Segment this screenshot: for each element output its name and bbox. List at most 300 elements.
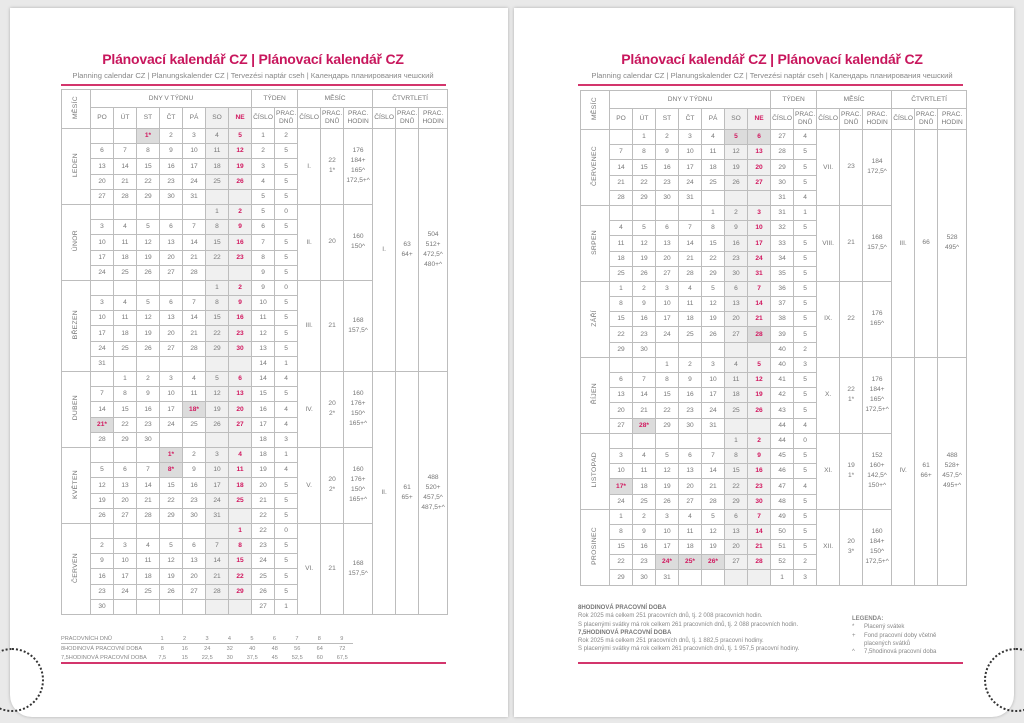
day-cell: 6 (656, 221, 679, 236)
day-cell (229, 356, 252, 371)
conversion-value: 30 (226, 654, 233, 661)
week-number-header: ČÍSLO (252, 108, 275, 129)
day-cell: 6 (725, 509, 748, 524)
days-of-week-header: DNY V TÝDNU (610, 91, 771, 109)
day-cell: 16 (633, 540, 656, 555)
day-cell: 15 (633, 160, 656, 175)
day-cell: 8 (137, 144, 160, 159)
week-number: 3 (252, 159, 275, 174)
week-number: 10 (252, 296, 275, 311)
day-cell: 13 (183, 554, 206, 569)
quarter-workdays-header: PRAC. DNŮ (396, 108, 419, 129)
day-cell: 19 (702, 540, 725, 555)
month-hours: 176 165^ (863, 281, 892, 357)
day-cell: 17 (656, 312, 679, 327)
weekday-header: PÁ (183, 108, 206, 129)
day-cell: 25 (114, 341, 137, 356)
day-cell: 5 (206, 372, 229, 387)
day-cell: 22 (206, 326, 229, 341)
week-workdays: 5 (794, 540, 817, 555)
day-cell: 19 (656, 479, 679, 494)
day-cell: 12 (702, 297, 725, 312)
month-workdays: 22 (840, 281, 863, 357)
week-workdays: 0 (275, 204, 298, 219)
week-workdays: 5 (275, 554, 298, 569)
day-cell: 14 (610, 160, 633, 175)
day-cell (679, 433, 702, 448)
day-cell (610, 205, 633, 220)
day-cell (114, 599, 137, 614)
day-cell: 23 (229, 250, 252, 265)
week-workdays: 5 (794, 494, 817, 509)
day-cell (160, 356, 183, 371)
day-cell: 22 (610, 327, 633, 342)
day-cell: 8 (206, 296, 229, 311)
day-cell: 9 (748, 448, 771, 463)
day-cell: 12 (725, 145, 748, 160)
week-workdays: 5 (275, 311, 298, 326)
day-cell (206, 356, 229, 371)
week-number: 31 (771, 190, 794, 205)
day-cell: 13 (610, 388, 633, 403)
day-cell: 14 (679, 236, 702, 251)
day-cell: 14 (748, 524, 771, 539)
day-cell: 27 (160, 265, 183, 280)
day-cell: 28 (748, 555, 771, 570)
week-number: 11 (252, 311, 275, 326)
day-cell: 1 (656, 357, 679, 372)
day-cell: 5 (137, 296, 160, 311)
day-cell (160, 204, 183, 219)
day-cell (183, 204, 206, 219)
day-cell: 25 (633, 494, 656, 509)
day-cell (610, 357, 633, 372)
week-number: 6 (252, 220, 275, 235)
week-workdays: 5 (275, 174, 298, 189)
weekday-header: ST (137, 108, 160, 129)
day-cell: 30 (748, 494, 771, 509)
day-cell: 15 (206, 311, 229, 326)
day-cell: 22 (114, 417, 137, 432)
month-workdays: 21 (321, 523, 344, 614)
day-cell: 15 (206, 235, 229, 250)
day-cell: 13 (679, 464, 702, 479)
day-cell: 14 (206, 554, 229, 569)
day-cell: 21 (114, 174, 137, 189)
day-cell: 17 (160, 402, 183, 417)
week-number: 2 (252, 144, 275, 159)
day-cell: 1* (137, 129, 160, 144)
day-cell (160, 599, 183, 614)
day-cell: 3 (702, 357, 725, 372)
day-cell: 17 (679, 160, 702, 175)
day-cell: 8 (229, 539, 252, 554)
day-cell: 6 (229, 372, 252, 387)
day-cell: 24 (610, 494, 633, 509)
day-cell: 28 (91, 432, 114, 447)
conversion-value: 4 (227, 635, 232, 642)
day-cell: 12 (748, 373, 771, 388)
month-name: LEDEN (62, 129, 91, 205)
week-number: 43 (771, 403, 794, 418)
day-cell: 24 (748, 251, 771, 266)
month-name: ČERVEN (62, 523, 91, 614)
week-number: 32 (771, 221, 794, 236)
month-group-header: MĚSÍC (817, 91, 892, 109)
week-number: 1 (771, 570, 794, 585)
day-cell: 16 (679, 388, 702, 403)
day-cell: 7 (137, 463, 160, 478)
calendar-table-h1 (61, 89, 448, 615)
quarter-workdays: 63 64+ (396, 129, 419, 372)
day-cell: 4 (725, 357, 748, 372)
day-cell: 12 (206, 387, 229, 402)
week-workdays: 5 (794, 388, 817, 403)
day-cell: 4 (114, 296, 137, 311)
h8-line2: S placenými svátky má rok celkem 261 pracovních dnů, tj. 2 088 pracovních hodin. (578, 621, 799, 628)
week-number: 12 (252, 326, 275, 341)
day-cell (114, 280, 137, 295)
conversion-value: 32 (226, 645, 233, 652)
week-workdays: 5 (794, 281, 817, 296)
day-cell: 26* (702, 555, 725, 570)
day-cell: 28 (748, 327, 771, 342)
week-number: 27 (252, 599, 275, 614)
month-hours-header: PRAC. HODIN (344, 108, 373, 129)
day-cell: 1 (725, 433, 748, 448)
week-number: 40 (771, 342, 794, 357)
month-hours: 168 157,5^ (863, 205, 892, 281)
right-page (514, 8, 1014, 717)
conversion-value: 48 (271, 645, 278, 652)
day-cell: 3 (114, 539, 137, 554)
weekday-header: SO (725, 109, 748, 130)
week-workdays: 5 (794, 221, 817, 236)
day-cell: 6 (748, 130, 771, 145)
day-cell: 3 (183, 129, 206, 144)
month-number: V. (298, 447, 321, 523)
day-cell: 3 (160, 372, 183, 387)
week-workdays: 5 (275, 220, 298, 235)
day-cell: 24 (114, 584, 137, 599)
day-cell: 26 (206, 417, 229, 432)
conversion-value: 22,5 (201, 654, 213, 661)
day-cell: 17 (748, 236, 771, 251)
day-cell: 15 (725, 464, 748, 479)
day-cell: 9 (656, 145, 679, 160)
day-cell: 2 (137, 372, 160, 387)
day-cell: 20 (725, 540, 748, 555)
day-cell: 29 (160, 508, 183, 523)
week-number: 9 (252, 280, 275, 295)
quarter-number-header: ČÍSLO (892, 109, 915, 130)
week-workdays: 3 (275, 432, 298, 447)
week-workdays: 5 (275, 265, 298, 280)
week-number: 38 (771, 312, 794, 327)
day-cell (725, 190, 748, 205)
day-cell: 16 (748, 464, 771, 479)
day-cell: 19 (137, 250, 160, 265)
weekday-header: ČT (160, 108, 183, 129)
month-workdays-header: PRAC. DNŮ (840, 109, 863, 130)
day-cell: 13 (160, 235, 183, 250)
binding-holes (0, 648, 44, 712)
legend-text: 7,5hodinová pracovní doba (864, 649, 937, 656)
month-number-header: ČÍSLO (817, 109, 840, 130)
week-workdays: 5 (275, 189, 298, 204)
month-name: ŘÍJEN (581, 357, 610, 433)
day-cell: 11 (114, 235, 137, 250)
legend-title: LEGENDA: (852, 616, 884, 622)
week-number: 39 (771, 327, 794, 342)
week-number: 1 (252, 129, 275, 144)
day-cell (183, 523, 206, 538)
month-workdays: 20 (321, 204, 344, 280)
week-number: 19 (252, 463, 275, 478)
month-number: III. (298, 280, 321, 371)
week-workdays: 0 (794, 433, 817, 448)
day-cell: 19 (91, 493, 114, 508)
week-workdays: 2 (275, 129, 298, 144)
day-cell: 21 (183, 250, 206, 265)
day-cell: 31 (702, 418, 725, 433)
day-cell: 29 (725, 494, 748, 509)
day-cell: 4 (633, 448, 656, 463)
day-cell: 8 (206, 220, 229, 235)
day-cell (229, 599, 252, 614)
day-cell: 15 (160, 478, 183, 493)
day-cell: 14 (633, 388, 656, 403)
week-header: TÝDEN (771, 91, 817, 109)
week-number: 15 (252, 387, 275, 402)
day-cell: 29 (656, 418, 679, 433)
day-cell: 19 (702, 312, 725, 327)
week-number: 9 (252, 265, 275, 280)
quarter-number: II. (373, 372, 396, 615)
day-cell: 26 (633, 266, 656, 281)
day-cell: 9 (183, 463, 206, 478)
day-cell: 1 (610, 281, 633, 296)
quarter-workdays: 66 (915, 130, 938, 358)
day-cell (137, 280, 160, 295)
week-workdays: 5 (794, 297, 817, 312)
weekday-header: PO (91, 108, 114, 129)
day-cell: 26 (702, 327, 725, 342)
week-row (62, 372, 448, 387)
week-workdays: 5 (794, 175, 817, 190)
day-cell: 26 (137, 265, 160, 280)
day-cell: 23 (679, 403, 702, 418)
day-cell: 26 (137, 341, 160, 356)
week-workdays: 5 (794, 145, 817, 160)
h8-title: 8HODINOVÁ PRACOVNÍ DOBA (578, 605, 667, 611)
day-cell: 10 (656, 297, 679, 312)
h75-title: 7,5HODINOVÁ PRACOVNÍ DOBA (578, 629, 672, 636)
week-number: 20 (252, 478, 275, 493)
month-hours: 160 176+ 150^ 165+^ (344, 447, 373, 523)
day-cell: 4 (679, 281, 702, 296)
quarter-workdays: 61 65+ (396, 372, 419, 615)
month-hours-header: PRAC. HODIN (863, 109, 892, 130)
weekday-header: NE (748, 109, 771, 130)
day-cell: 12 (137, 235, 160, 250)
day-cell: 29 (206, 341, 229, 356)
day-cell (702, 570, 725, 585)
week-workdays: 4 (794, 418, 817, 433)
day-cell: 29 (610, 342, 633, 357)
page-title: Plánovací kalendář CZ | Plánovací kalendář CZ (621, 51, 923, 67)
day-cell: 20 (160, 250, 183, 265)
day-cell: 19 (206, 402, 229, 417)
day-cell (114, 523, 137, 538)
day-cell: 15 (656, 388, 679, 403)
conversion-row (61, 634, 353, 644)
week-workdays: 1 (794, 205, 817, 220)
day-cell: 30 (633, 342, 656, 357)
day-cell (160, 280, 183, 295)
month-hours: 176 184+ 165^ 172,5+^ (344, 129, 373, 205)
day-cell (656, 433, 679, 448)
day-cell: 3 (91, 220, 114, 235)
week-workdays: 5 (794, 403, 817, 418)
day-cell: 16 (137, 402, 160, 417)
day-cell (114, 356, 137, 371)
day-cell: 1 (206, 204, 229, 219)
day-cell (206, 265, 229, 280)
day-cell: 5 (656, 448, 679, 463)
month-workdays: 23 (840, 130, 863, 206)
day-cell: 28 (183, 265, 206, 280)
week-row (581, 130, 967, 145)
day-cell: 17 (91, 250, 114, 265)
day-cell: 26 (748, 403, 771, 418)
conversion-label: PRACOVNÍCH DNŮ (61, 635, 112, 642)
day-cell: 27 (91, 189, 114, 204)
day-cell: 18 (679, 312, 702, 327)
week-workdays: 5 (794, 524, 817, 539)
calendar-table-h2 (580, 90, 967, 586)
h75-line1: Rok 2025 má celkem 251 pracovních dnů, tj. 1 882,5 pracovní hodiny. (578, 638, 764, 645)
conversion-value: 60 (316, 654, 323, 661)
day-cell: 24 (679, 175, 702, 190)
day-cell: 16 (91, 569, 114, 584)
day-cell: 11 (206, 144, 229, 159)
day-cell: 22 (725, 479, 748, 494)
day-cell: 30 (137, 432, 160, 447)
week-number: 18 (252, 432, 275, 447)
week-number: 31 (771, 205, 794, 220)
day-cell: 2 (160, 129, 183, 144)
day-cell: 15 (702, 236, 725, 251)
day-cell: 10 (679, 145, 702, 160)
day-cell (114, 447, 137, 462)
day-cell: 18 (633, 479, 656, 494)
day-cell: 21 (610, 175, 633, 190)
day-cell: 21 (206, 569, 229, 584)
day-cell: 10 (610, 464, 633, 479)
day-cell: 25 (137, 584, 160, 599)
day-cell: 26 (160, 584, 183, 599)
day-cell: 9 (725, 221, 748, 236)
week-number: 34 (771, 251, 794, 266)
month-name: ZÁŘÍ (581, 281, 610, 357)
week-number: 52 (771, 555, 794, 570)
month-hours: 168 157,5^ (344, 523, 373, 614)
day-cell: 15 (229, 554, 252, 569)
day-cell: 10 (206, 463, 229, 478)
month-hours: 152 160+ 142,5^ 150+^ (863, 433, 892, 509)
month-name: SRPEN (581, 205, 610, 281)
week-number: 28 (771, 145, 794, 160)
day-cell: 23 (633, 327, 656, 342)
day-cell: 2 (679, 357, 702, 372)
week-number: 45 (771, 448, 794, 463)
day-cell: 2 (91, 539, 114, 554)
day-cell (656, 205, 679, 220)
month-hours: 160 176+ 150^ 165+^ (344, 372, 373, 448)
day-cell: 14 (183, 311, 206, 326)
day-cell (725, 342, 748, 357)
week-workdays: 2 (794, 342, 817, 357)
day-cell: 1 (702, 205, 725, 220)
day-cell: 12 (91, 478, 114, 493)
day-cell: 6 (91, 144, 114, 159)
day-cell: 5 (702, 509, 725, 524)
month-number: VI. (298, 523, 321, 614)
binding-holes (984, 648, 1024, 712)
day-cell: 3 (206, 447, 229, 462)
day-cell: 6 (725, 281, 748, 296)
day-cell: 26 (656, 494, 679, 509)
day-cell: 16 (183, 478, 206, 493)
day-cell: 18 (229, 478, 252, 493)
day-cell: 26 (229, 174, 252, 189)
day-cell: 3 (91, 296, 114, 311)
month-number: XI. (817, 433, 840, 509)
day-cell: 27 (725, 555, 748, 570)
day-cell: 21 (183, 326, 206, 341)
day-cell: 13 (91, 159, 114, 174)
day-cell: 8 (702, 221, 725, 236)
day-cell (91, 280, 114, 295)
day-cell: 10 (702, 373, 725, 388)
day-cell: 17 (206, 478, 229, 493)
day-cell: 18 (137, 569, 160, 584)
week-number: 18 (252, 447, 275, 462)
month-number: XII. (817, 509, 840, 585)
week-workdays: 5 (275, 508, 298, 523)
page-title: Plánovací kalendář CZ | Plánovací kalendář CZ (102, 51, 404, 67)
week-number: 44 (771, 433, 794, 448)
day-cell: 13 (229, 387, 252, 402)
day-cell: 1 (206, 280, 229, 295)
month-workdays: 21 (840, 205, 863, 281)
conversion-value: 56 (294, 645, 301, 652)
day-cell: 21 (748, 540, 771, 555)
week-number: 41 (771, 373, 794, 388)
day-cell: 25* (679, 555, 702, 570)
quarter-hours: 488 520+ 457,5^ 487,5+^ (419, 372, 448, 615)
day-cell: 22 (610, 555, 633, 570)
day-cell: 23 (748, 479, 771, 494)
conversion-label: 8HODINOVÁ PRACOVNÍ DOBA (61, 645, 143, 652)
conversion-value: 24 (204, 645, 211, 652)
day-cell: 27 (748, 175, 771, 190)
day-cell: 3 (679, 130, 702, 145)
day-cell: 8* (160, 463, 183, 478)
day-cell: 6 (160, 220, 183, 235)
day-cell (137, 447, 160, 462)
